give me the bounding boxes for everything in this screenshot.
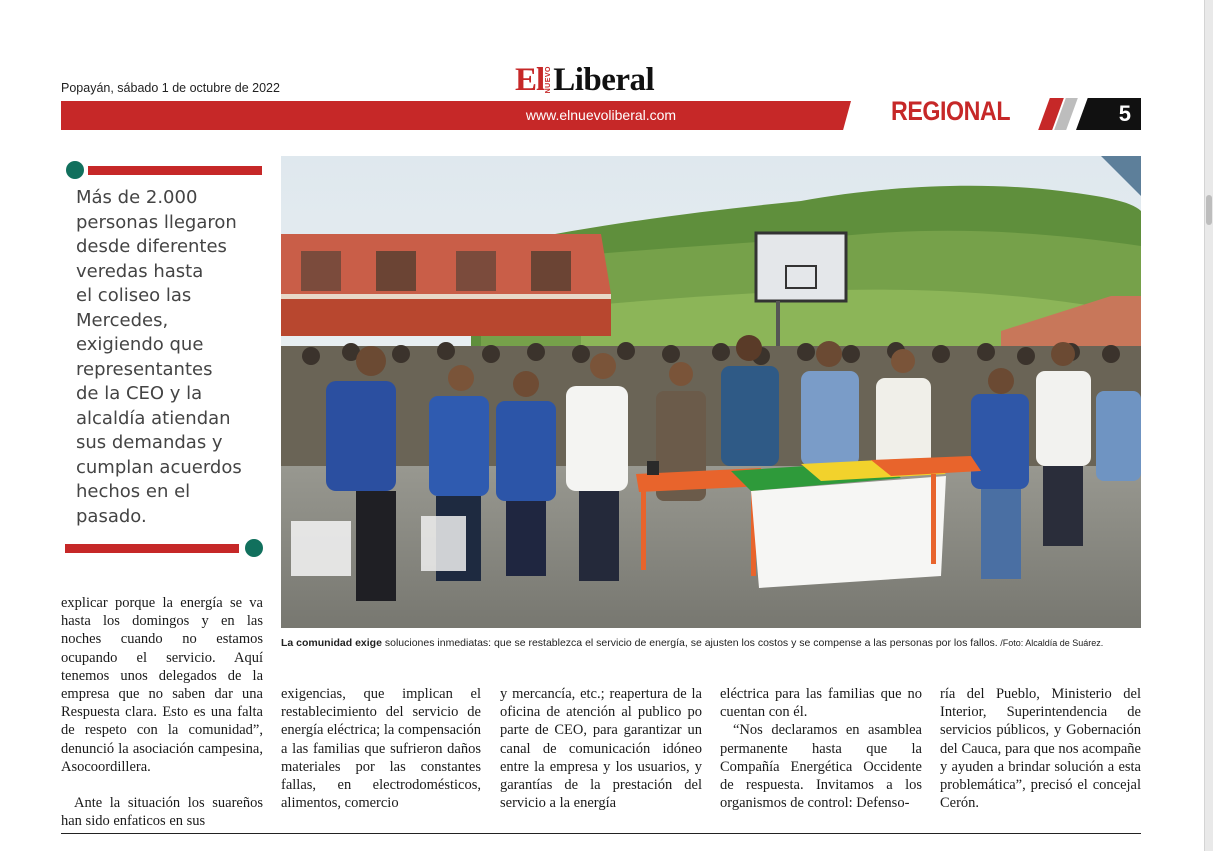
quote-dot-top [66,161,84,179]
section-title: REGIONAL [891,96,1011,126]
website-url: www.elnuevoliberal.com [525,107,677,123]
pull-quote-line: desde diferentes [76,236,227,257]
paragraph: Ante la situación los suareños han sido enfaticos en sus [61,795,263,830]
pull-quote-line: Más de 2.000 [76,187,198,208]
quote-rule-bottom [65,544,239,553]
pull-quote-line: veredas hasta [76,260,204,282]
article-column-3 [500,685,702,812]
pull-quote-line: personas llegaron [76,211,237,233]
newspaper-logo [515,61,654,97]
issue-date: Popayán, sábado 1 de octubre de 2022 [61,81,280,95]
pull-quote-line: exigiendo que [76,334,204,355]
pull-quote-line: de la CEO y la [76,383,203,404]
pull-quote-line: el coliseo las [76,285,192,306]
article-column-1 [61,594,263,830]
pull-quote-line: representantes [76,358,213,380]
paragraph: exigencias, que implican el restablecimiento del servicio de energía eléctrica; la compensación a las familias que sufrieron daños materiales por las constantes fallas, en electrodomésticos, alimentos, comercio [281,686,481,812]
paragraph: y mercancía, etc.; reapertura de la oficina de atención al publico po parte de CEO, para garantizar un canal de comunicación idóneo entre la empresa y los usuarios, y garantías de la prestación del servicio a la energía [500,686,702,812]
photo-credit: /Foto: Alcaldía de Suárez. [997,638,1104,648]
footer-rule [61,833,1141,834]
caption-text: soluciones inmediatas: que se restablezca el servicio de energía, se ajusten los costos y se compense a las personas por los fallos. [381,637,998,649]
quote-dot-bottom [245,539,263,557]
pull-quote-line: hechos en el [76,481,191,502]
article-column-4 [720,685,922,812]
article-column-2 [281,685,481,812]
pull-quote-line: sus demandas y [76,432,223,453]
pull-quote [76,186,266,529]
paragraph: “Nos declaramos en asamblea permanente hasta que la Compañía Energética Occidente de respuesta. Invitamos a los organismos de control: Defenso- [720,722,922,812]
paragraph: explicar porque la energía se va hasta los domingos y en las noches cuando no estamos ocupando el servicio. Aquí tenemos unos delegados de la empresa que no saben dar una Respuesta clara. Esto es una falta de respeto con la comunidad”, denunció la asociación campesina, Asocoordillera. [61,595,263,775]
logo-el: El [515,62,545,98]
paragraph: eléctrica para las familias que no cuentan con él. [720,686,922,721]
logo-liberal: Liberal [553,62,655,98]
article-column-5 [940,685,1141,812]
caption-lead: La comunidad exige [281,637,382,649]
page-scrollbar[interactable] [1204,0,1213,851]
photo-caption [281,637,1141,649]
news-photo [281,156,1141,628]
logo-nuevo: NUEVO [545,65,553,93]
pull-quote-line: cumplan acuerdos [76,456,242,478]
quote-rule-top [88,166,262,175]
scrollbar-thumb[interactable] [1206,195,1212,225]
pull-quote-line: Mercedes, [76,309,169,331]
pull-quote-line: alcaldía atiendan [76,407,231,429]
page-number: 5 [1118,101,1131,126]
paragraph: ría del Pueblo, Ministerio del Interior, Superintendencia de servicios públicos, y Gobernación del Cauca, para que nos acompañe y ayuden a brindar solución a esta problemática”, precisó el concejal Cerón. [940,686,1141,812]
pull-quote-line: pasado. [76,505,147,527]
